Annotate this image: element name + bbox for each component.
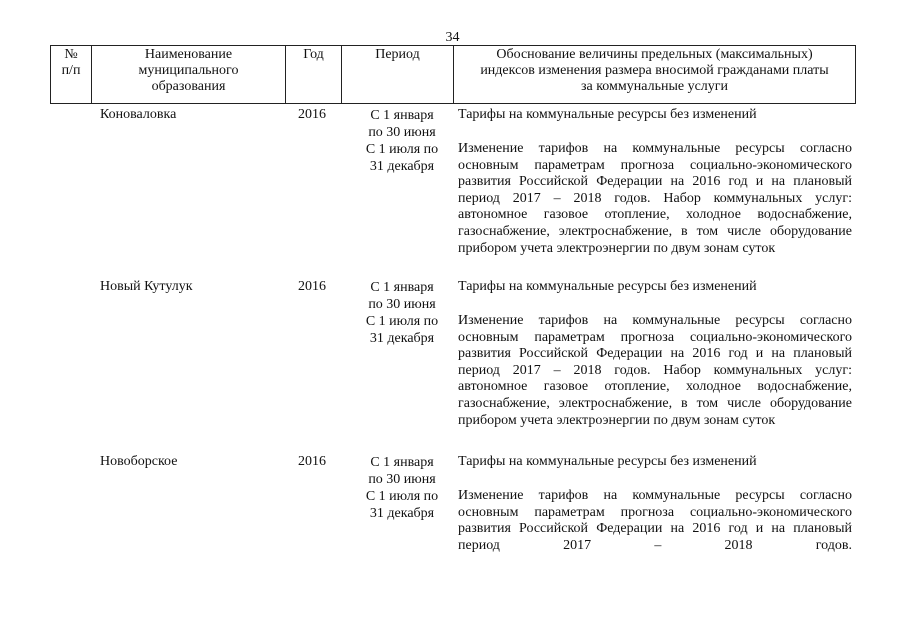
row-year: 2016 [298,107,326,122]
tariff-change-text: Изменение тарифов на коммунальные ресурсы согласно основным параметрам прогноза социально-экономического развития Российской Федерации на 2016 год и на плановый период 2017 – 2018 годов. Набор коммунальных услуг: автономное газовое отопление, холодное водоснабжение, газоснабжение, электроснабжение, в том числе оборудование прибором учета электроэнергии по двум зонам суток [458,313,852,428]
tariff-change-text: Изменение тарифов на коммунальные ресурсы согласно основным параметрам прогноза социально-экономического развития Российской Федерации на 2016 год и на плановый период 2017 – 2018 годов. [458,488,852,553]
header-period: Период [375,47,420,62]
period-second-half: С 1 июля по 31 декабря [365,489,439,521]
municipality-name: Новоборское [100,454,178,469]
municipality-name: Новый Кутулук [100,279,193,294]
header-municipality: Наименование муниципального образования [138,47,239,94]
row-year: 2016 [298,279,326,294]
tariff-no-change: Тарифы на коммунальные ресурсы без изменений [458,454,757,469]
period-second-half: С 1 июля по 31 декабря [365,142,439,174]
period-first-half: С 1 января по 30 июня [368,108,436,140]
tariff-no-change: Тарифы на коммунальные ресурсы без изменений [458,279,757,294]
table-header-bottom-border [50,103,856,104]
header-justification: Обоснование величины предельных (максимальных) индексов изменения размера вносимой гражданами платы за коммунальные услуги [480,47,829,94]
header-year: Год [303,47,324,62]
municipality-name: Коноваловка [100,107,177,122]
tariff-no-change: Тарифы на коммунальные ресурсы без изменений [458,107,757,122]
period-second-half: С 1 июля по 31 декабря [365,314,439,346]
header-number: № п/п [61,47,81,78]
period-first-half: С 1 января по 30 июня [368,280,436,312]
row-year: 2016 [298,454,326,469]
tariff-change-text: Изменение тарифов на коммунальные ресурсы согласно основным параметрам прогноза социально-экономического развития Российской Федерации на 2016 год и на плановый период 2017 – 2018 годов. Набор коммунальных услуг: автономное газовое отопление, холодное водоснабжение, газоснабжение, электроснабжение, в том числе оборудование прибором учета электроэнергии по двум зонам суток [458,141,852,256]
period-first-half: С 1 января по 30 июня [368,455,436,487]
page-number: 34 [445,30,460,45]
table-right-border [855,45,856,103]
